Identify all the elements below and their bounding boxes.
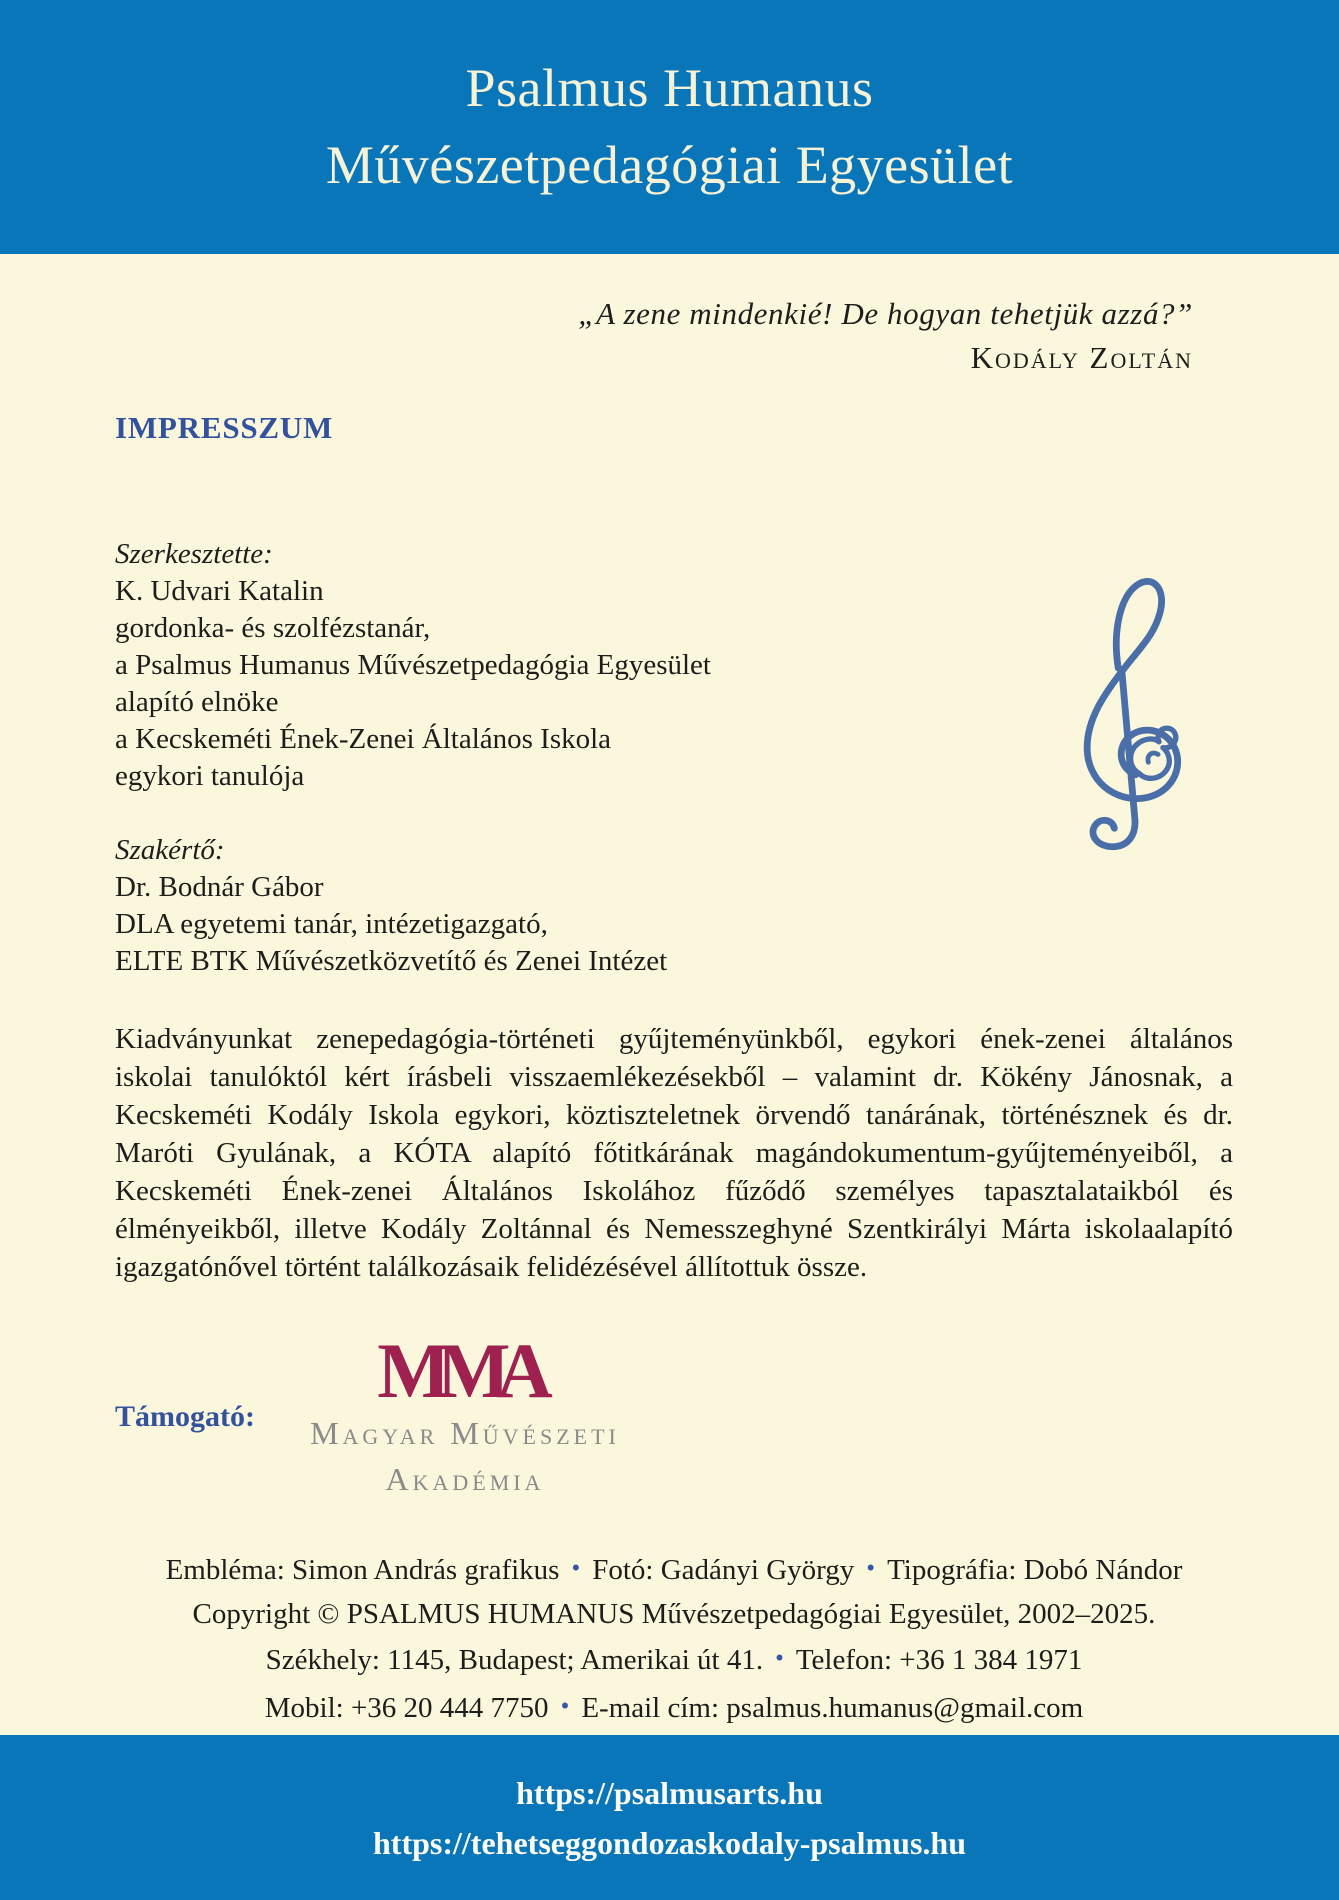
text-line: a Kecskeméti Ének-Zenei Általános Iskola xyxy=(115,723,612,755)
text-line: gordonka- és szolfézstanár, xyxy=(115,612,431,644)
address-phone-line: Székhely: 1145, Budapest; Amerikai út 41. • Telefon: +36 1 384 1971 xyxy=(265,1644,1083,1676)
mma-name-line2: Akadémia xyxy=(385,1461,545,1497)
quote-author: Kodály Zoltán xyxy=(970,340,1193,375)
page-header-band xyxy=(0,0,1339,254)
expert-label: Szakértő: xyxy=(115,834,225,866)
mma-name-line1: Magyar Művészeti xyxy=(310,1415,620,1451)
page-body xyxy=(0,254,1339,1735)
text-line: a Psalmus Humanus Művészetpedagógia Egyesület xyxy=(115,649,711,681)
link-tehetseggondozas[interactable]: https://tehetseggondozaskodaly-psalmus.hu xyxy=(373,1824,966,1861)
text-line: egykori tanulója xyxy=(115,760,305,792)
copyright-line: Copyright © PSALMUS HUMANUS Művészetpedagógiai Egyesület, 2002–2025. xyxy=(192,1598,1156,1630)
credits-line: Embléma: Simon András grafikus • Fotó: Gadányi György • Tipográfia: Dobó Nándor xyxy=(165,1554,1183,1586)
treble-clef-emblem-icon xyxy=(1058,574,1194,867)
text-line: K. Udvari Katalin xyxy=(115,575,324,607)
publication-description: Kiadványunkat zenepedagógia-történeti gyűjteményünkből, egykori ének-zenei általános iskolai tanulóktól kért írásbeli visszaemlékezésekből – valamint dr. Kökény Jánosnak, a Kecskeméti Kodály Iskola egykori, köztiszteletnek örvendő tanárának, történésznek és dr. Maróti Gyulának, a KÓTA alapító főtitkárának magándokumentum-gyűjteményeiből, a Kecskeméti Ének-zenei Általános Iskolához fűződő személyes tapasztalataikból és élményeikből, illetve Kodály Zoltánnal és Nemesszeghyné Szentkirályi Márta iskolaalapító igazgatónővel történt találkozásaik felidézésével állítottuk össze. xyxy=(115,1023,1233,1283)
association-title-line1: Psalmus Humanus xyxy=(465,58,874,119)
mma-logo xyxy=(295,1327,635,1498)
text-line: alapító elnöke xyxy=(115,686,279,718)
mobile-email-line: Mobil: +36 20 444 7750 • E-mail cím: psalmus.humanus@gmail.com xyxy=(264,1692,1084,1724)
impressum-heading: IMPRESSZUM xyxy=(115,410,334,445)
copyright-block xyxy=(115,1591,1233,1733)
bullet-separator-icon: • xyxy=(775,1645,784,1672)
expert-lines xyxy=(115,869,1233,980)
link-psalmusarts[interactable]: https://psalmusarts.hu xyxy=(516,1774,823,1811)
bullet-separator-icon: • xyxy=(560,1693,570,1720)
association-title-line2: Művészetpedagógiai Egyesület xyxy=(325,135,1014,195)
bullet-separator-icon: • xyxy=(866,1555,876,1582)
kodaly-quote-block xyxy=(115,296,1193,376)
page-footer-band xyxy=(0,1735,1339,1900)
editor-label: Szerkesztette: xyxy=(115,538,273,570)
text-line: DLA egyetemi tanár, intézetigazgató, xyxy=(115,908,548,940)
mma-monogram-icon: MMA xyxy=(377,1327,539,1414)
text-line: Dr. Bodnár Gábor xyxy=(115,871,324,903)
text-line: ELTE BTK Művészetközvetítő és Zenei Intézet xyxy=(115,945,668,977)
bullet-separator-icon: • xyxy=(571,1555,581,1582)
sponsor-row xyxy=(115,1327,1233,1498)
quote-text: „A zene mindenkié! De hogyan tehetjük azzá?” xyxy=(578,296,1193,331)
sponsor-label: Támogató: xyxy=(115,1400,255,1433)
